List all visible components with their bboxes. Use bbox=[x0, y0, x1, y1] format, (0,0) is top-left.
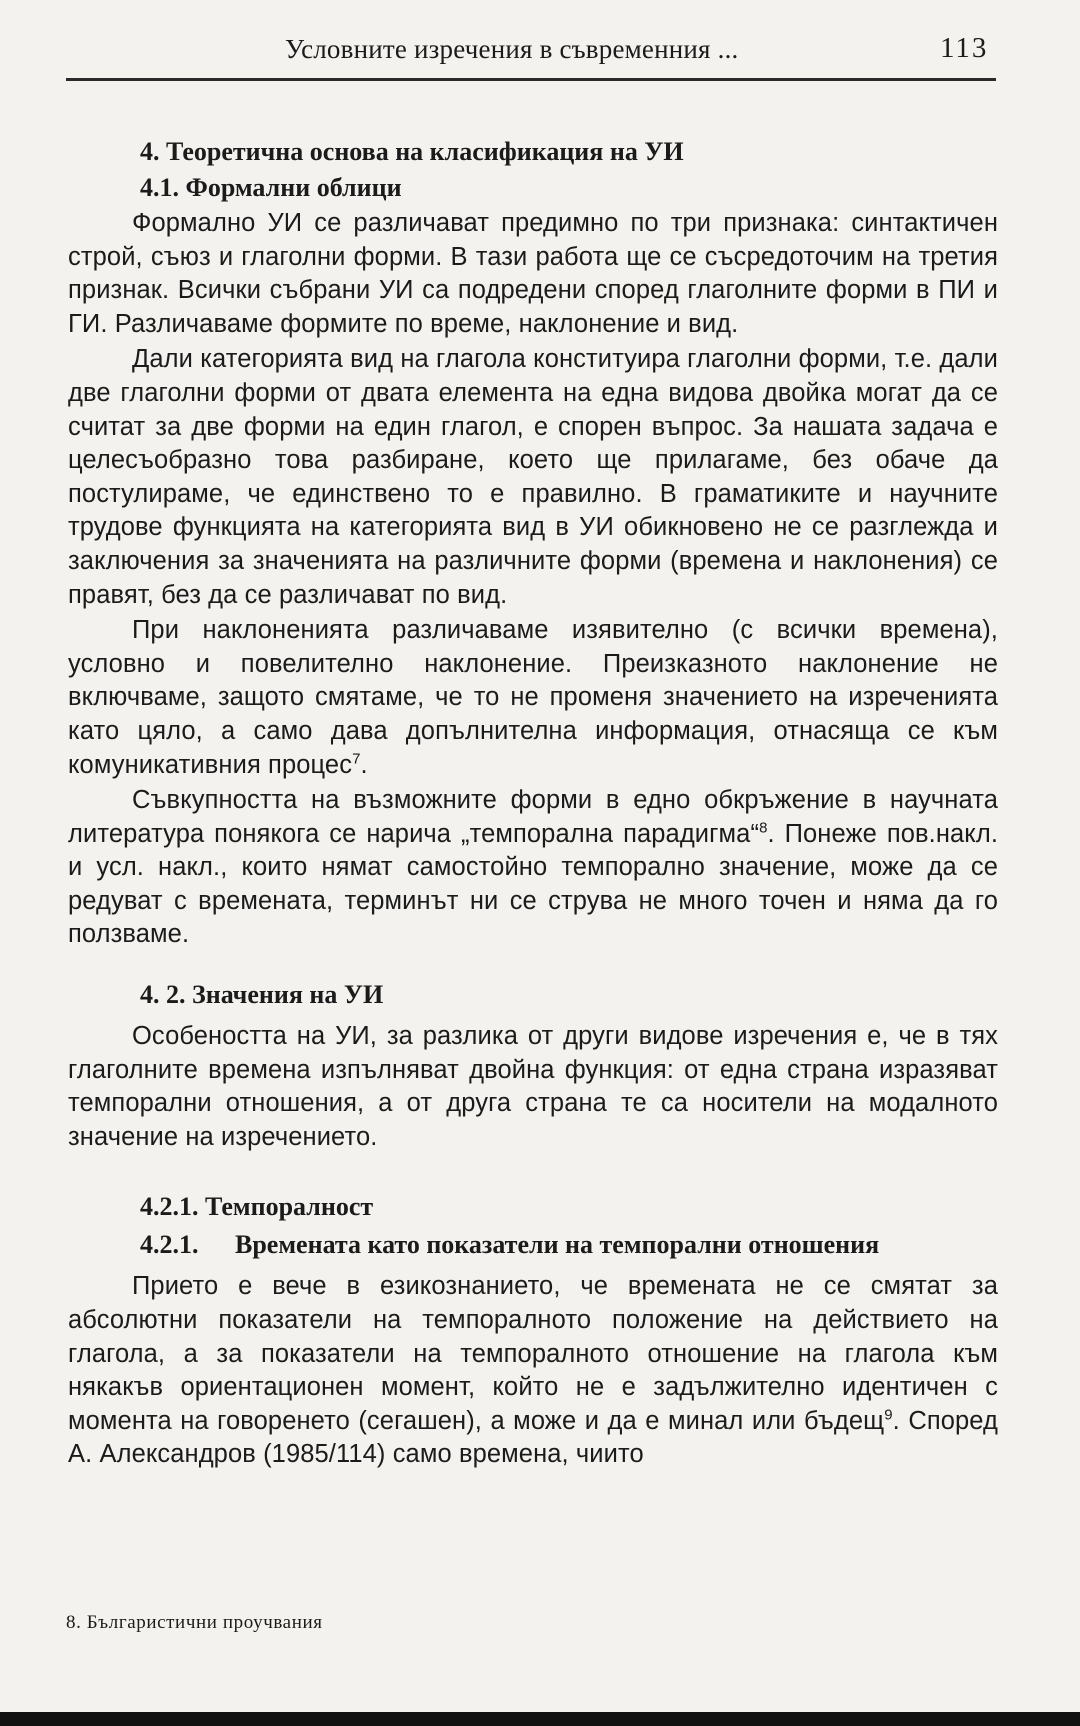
paragraph-meanings: Особеността на УИ, за разлика от други видове изречения е, че в тях глаголните времена изпълняват двойна функция: от една страна изразяват темпорални отношения, а от друга страна те са носители на модалното значение на изречението. bbox=[68, 1022, 998, 1151]
subsection-heading-4-1: 4.1. Формални облици bbox=[140, 173, 402, 202]
subsection-heading-4-2-1-tenses bbox=[68, 1228, 998, 1262]
page-body bbox=[68, 135, 998, 1472]
paragraph-moods-end: . bbox=[360, 750, 368, 779]
subsection-heading-4-2: 4. 2. Значения на УИ bbox=[140, 980, 384, 1010]
paragraph-aspect-category: Дали категорията вид на глагола конституира глаголни форми, т.е. дали две глаголни форми от двата елемента на една видова двойка могат да се считат за две форми на един глагол, е спорен въпрос. За нашата задача е целесъобразно това разбиране, което ще прилагаме, без обаче да постулираме, че единствено то е правилно. В граматиките и научните трудове функцията на категорията вид в УИ обикновено не се разглежда и заключения за значенията на различните форми (времена и наклонения) се правят, без да се различават по вид. bbox=[68, 345, 998, 609]
paragraph-tenses-text-b: . Според А. Александров (1985/114) само времена, чиито bbox=[68, 1406, 999, 1469]
printer-signature: 8. Българистични проучвания bbox=[66, 1612, 323, 1633]
subsection-heading-4-2-1: 4.2.1. Темпоралност bbox=[140, 1192, 374, 1222]
page-number: 113 bbox=[940, 32, 989, 64]
paragraph-temporal-paradigm-text-b: . Понеже пов.накл. и усл. накл., които нямат самостойно темпорално значение, може да се редуват с времената, терминът ни се струва не много точен и няма да го ползваме. bbox=[68, 819, 999, 949]
paragraph-tenses-text-a: Прието е вече в езикознанието, че времената не се смятат за абсолютни показатели на темпоралното положение на действието на глагола, а за показатели на темпоралното отношение на глагола към някакъв ориентационен момент, който не е задължително идентичен с момента на говоренето (сегашен), а може и да е минал или бъдещ bbox=[68, 1272, 998, 1435]
footnote-ref-9: 9 bbox=[884, 1406, 893, 1424]
paragraph-moods bbox=[68, 614, 998, 782]
paragraph-temporal-paradigm-text-a: Съвкупността на възможните форми в едно обкръжение в научната литература понякога се нарича „темпорална парадигма“ bbox=[68, 786, 998, 848]
subsection-title: Времената като показатели на темпорални отношения bbox=[235, 1230, 880, 1260]
footnote-ref-7: 7 bbox=[352, 750, 361, 767]
paragraph-formal-forms: Формално УИ се различават предимно по три признака: синтактичен строй, съюз и глаголни форми. В тази работа ще се съсредоточим на третия признак. Всички събрани УИ са подредени според глаголните форми в ПИ и ГИ. Различаваме формите по време, наклонение и вид. bbox=[68, 209, 998, 338]
paragraph-tenses-relative bbox=[68, 1270, 998, 1472]
section-heading-4: 4. Теоретична основа на класификация на УИ bbox=[140, 137, 684, 166]
subsection-number: 4.2.1. bbox=[140, 1230, 199, 1260]
footnote-ref-8: 8 bbox=[759, 819, 768, 837]
paragraph-moods-text: При наклоненията различаваме изявително (с всички времена), условно и повелително наклонение. Преизказното наклонение не включваме, защото смятаме, че то не променя значението на изреченията като цяло, а само дава допълнителна информация, отнасяща се към комуникативния процес bbox=[68, 616, 998, 779]
paragraph-temporal-paradigm bbox=[68, 784, 998, 952]
header-rule bbox=[66, 78, 996, 81]
running-head-title: Условните изречения в съвременния ... bbox=[285, 34, 739, 64]
scan-bottom-edge bbox=[0, 1712, 1080, 1726]
